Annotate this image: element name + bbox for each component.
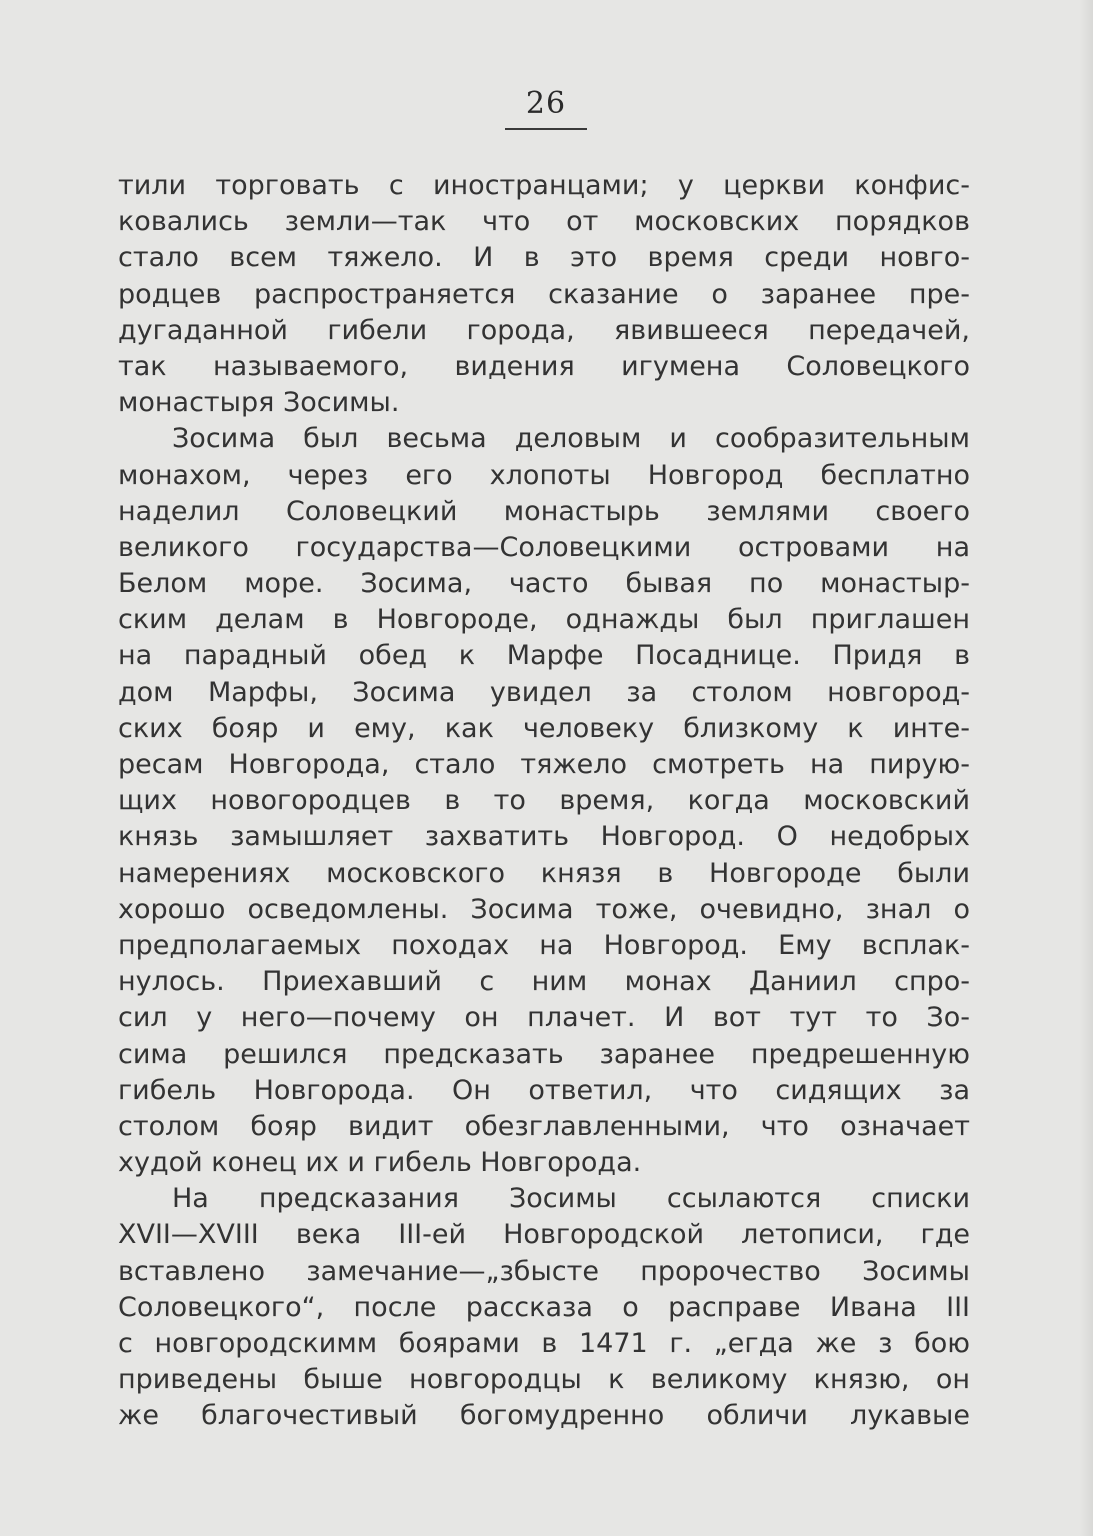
text-line: князь замышляет захватить Новгород. О недобрых — [118, 821, 970, 853]
text-line: ским делам в Новгороде, однажды был приглашен — [118, 604, 970, 636]
text-line: сил у него—почему он плачет. И вот тут то Зо- — [118, 1002, 970, 1034]
paragraph — [118, 168, 970, 421]
page-number: 26 — [525, 86, 567, 121]
text-line: с новгородскимм боярами в 1471 г. „егда же з бою — [118, 1328, 970, 1359]
text-line: ских бояр и ему, как человеку близкому к инте- — [118, 712, 970, 744]
text-line: вставлено замечание—„збысте пророчество Зосимы — [118, 1255, 970, 1287]
text-line: великого государства—Соловецкими островами на — [118, 531, 970, 563]
text-line: на парадный обед к Марфе Посаднице. Придя в — [118, 640, 970, 672]
paragraph — [118, 1181, 970, 1434]
text-line: сима решился предсказать заранее предрешенную — [118, 1038, 970, 1070]
text-line: предполагаемых походах на Новгород. Ему всплак- — [118, 929, 970, 961]
text-line: монахом, через его хлопоты Новгород бесплатно — [118, 459, 970, 491]
text-line: ресам Новгорода, стало тяжело смотреть на пирую- — [118, 749, 970, 780]
text-line: так называемого, видения игумена Соловецкого — [118, 350, 970, 382]
text-line: Соловецкого“, после рассказа о расправе Ивана III — [118, 1291, 970, 1323]
text-line: щих новогородцев в то время, когда московский — [118, 785, 970, 817]
text-line: XVII—XVIII века III-ей Новгородской летописи, где — [118, 1219, 970, 1251]
text-line: На предсказания Зосимы ссылаются списки — [172, 1183, 970, 1215]
page-number-underline — [505, 128, 587, 130]
text-line: худой конец их и гибель Новгорода. — [118, 1147, 642, 1179]
paragraph — [118, 421, 970, 1181]
text-line: гибель Новгорода. Он ответил, что сидящих за — [118, 1074, 970, 1106]
text-line: Зосима был весьма деловым и сообразительным — [172, 423, 970, 455]
text-line: родцев распространяется сказание о заранее пре- — [118, 278, 970, 310]
text-line: ковались земли—так что от московских порядков — [118, 206, 970, 238]
text-line: Белом море. Зосима, часто бывая по монастыр- — [118, 568, 970, 600]
text-line: же благочестивый богомудренно обличи лукавые — [118, 1400, 970, 1432]
text-line: стало всем тяжело. И в это время среди новго- — [118, 242, 970, 274]
text-line: монастыря Зосимы. — [118, 387, 400, 419]
text-line: тили торговать с иностранцами; у церкви конфис- — [118, 170, 970, 201]
text-line: столом бояр видит обезглавленными, что означает — [118, 1110, 970, 1142]
page-edge-shadow — [1079, 0, 1093, 1536]
text-line: дом Марфы, Зосима увидел за столом новгород- — [118, 676, 970, 708]
text-line: приведены быше новгородцы к великому князю, он — [118, 1364, 970, 1396]
text-line: хорошо осведомлены. Зосима тоже, очевидно, знал о — [118, 893, 970, 925]
text-line: намерениях московского князя в Новгороде были — [118, 857, 970, 889]
text-line: нулось. Приехавший с ним монах Даниил спро- — [118, 966, 970, 998]
text-line: дугаданной гибели города, явившееся передачей, — [118, 314, 970, 346]
text-line: наделил Соловецкий монастырь землями своего — [118, 495, 970, 527]
body-text — [118, 168, 970, 1435]
